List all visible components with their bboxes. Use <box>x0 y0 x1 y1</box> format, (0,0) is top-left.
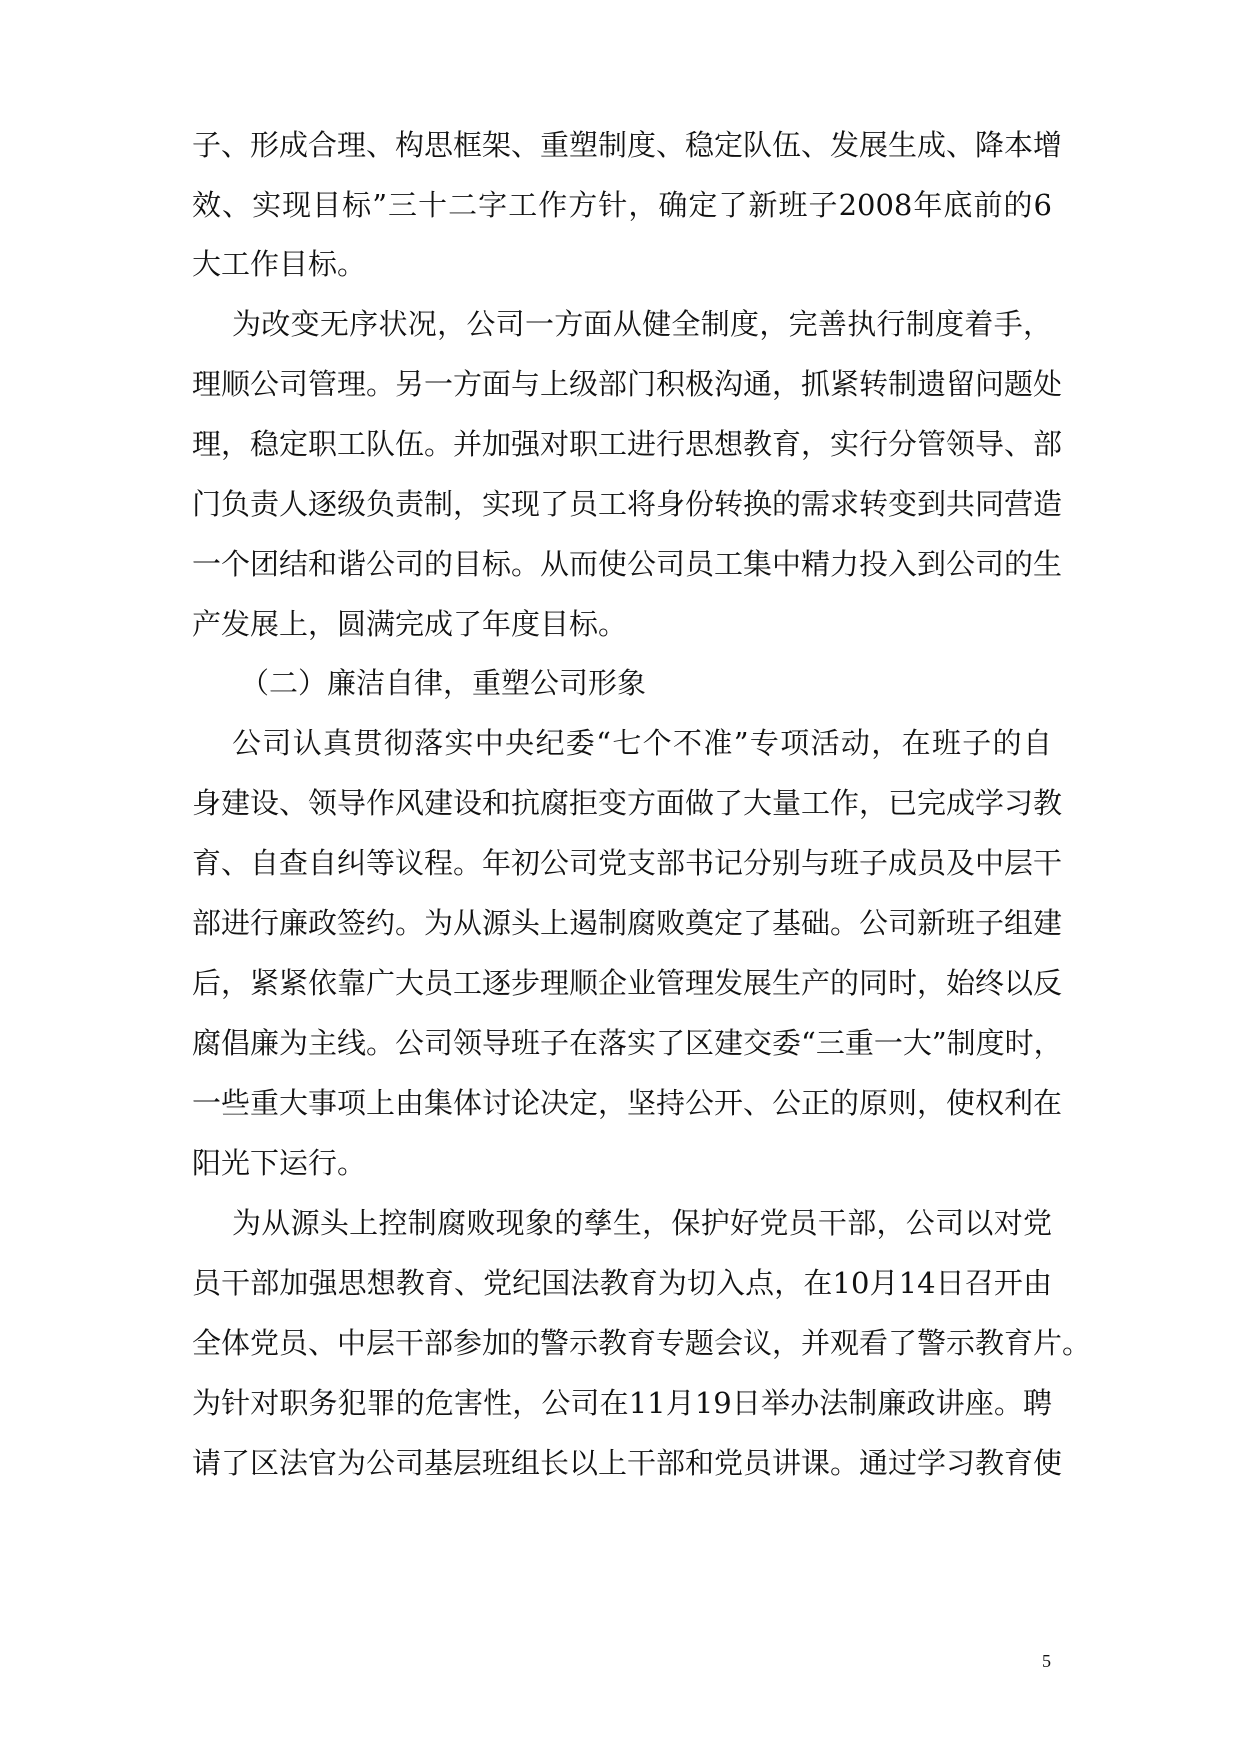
paragraph-first-line: 为改变无序状况，公司一方面从健全制度，完善执行制度着手， <box>232 307 1052 341</box>
body-line: 子、形成合理、构思框架、重塑制度、稳定队伍、发展生成、降本增 <box>192 128 1063 162</box>
body-line: 腐倡廉为主线。公司领导班子在落实了区建交委“三重一大”制度时， <box>192 1026 1063 1060</box>
body-line: 一个团结和谐公司的目标。从而使公司员工集中精力投入到公司的生 <box>192 547 1063 581</box>
body-line: 全体党员、中层干部参加的警示教育专题会议，并观看了警示教育片。 <box>192 1326 1092 1360</box>
body-line: 产发展上，圆满完成了年度目标。 <box>192 607 628 641</box>
body-line: 效、实现目标”三十二字工作方针，确定了新班子2008年底前的6 <box>192 188 1052 222</box>
body-line: 理顺公司管理。另一方面与上级部门积极沟通，抓紧转制遗留问题处 <box>192 367 1063 401</box>
paragraph-first-line: 公司认真贯彻落实中央纪委“七个不准”专项活动，在班子的自 <box>232 726 1052 760</box>
body-line: 后，紧紧依靠广大员工逐步理顺企业管理发展生产的同时，始终以反 <box>192 966 1063 1000</box>
body-line: 员干部加强思想教育、党纪国法教育为切入点，在10月14日召开由 <box>192 1266 1052 1300</box>
page-number: 5 <box>1042 1651 1051 1671</box>
body-line: 门负责人逐级负责制，实现了员工将身份转换的需求转变到共同营造 <box>192 487 1063 521</box>
body-line: 身建设、领导作风建设和抗腐拒变方面做了大量工作，已完成学习教 <box>192 786 1063 820</box>
paragraph-first-line: 为从源头上控制腐败现象的孳生，保护好党员干部，公司以对党 <box>232 1206 1052 1240</box>
body-line: 阳光下运行。 <box>192 1146 367 1180</box>
body-line: 部进行廉政签约。为从源头上遏制腐败奠定了基础。公司新班子组建 <box>192 906 1063 940</box>
body-line: 为针对职务犯罪的危害性，公司在11月19日举办法制廉政讲座。聘 <box>192 1386 1052 1420</box>
section-heading: （二）廉洁自律，重塑公司形象 <box>240 666 647 700</box>
body-line: 大工作目标。 <box>192 247 367 281</box>
body-line: 请了区法官为公司基层班组长以上干部和党员讲课。通过学习教育使 <box>192 1446 1063 1480</box>
body-line: 理，稳定职工队伍。并加强对职工进行思想教育，实行分管领导、部 <box>192 427 1063 461</box>
body-line: 育、自查自纠等议程。年初公司党支部书记分别与班子成员及中层干 <box>192 846 1063 880</box>
body-line: 一些重大事项上由集体讨论决定，坚持公开、公正的原则，使权利在 <box>192 1086 1063 1120</box>
